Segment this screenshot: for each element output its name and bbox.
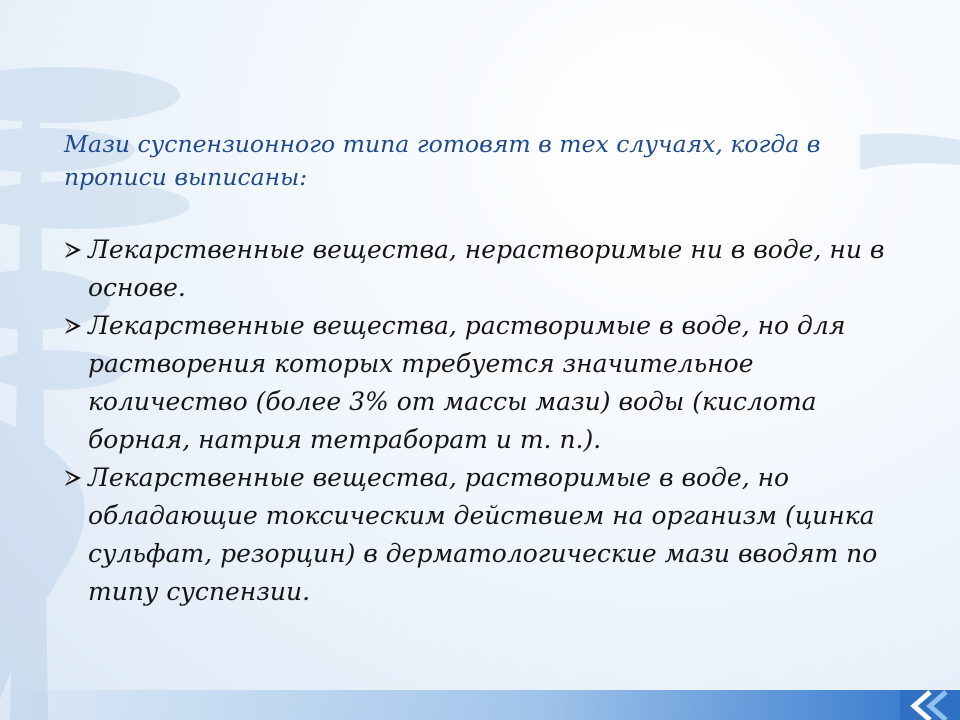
list-item <box>64 307 904 459</box>
list-item <box>64 459 904 611</box>
arrowhead-bullet-icon <box>64 241 82 259</box>
arrowhead-bullet-icon <box>64 469 82 487</box>
intro-text: Мази суспензионного типа готовят в тех случаях, когда в прописи выписаны: <box>64 130 821 191</box>
list-item <box>64 231 904 307</box>
bullet-text: Лекарственные вещества, нерастворимые ни в воде, ни в основе. <box>88 235 885 302</box>
bottom-accent-bar <box>0 690 905 720</box>
bullet-text: Лекарственные вещества, растворимые в воде, но для растворения которых требуется значительное количество (более 3% от массы мази) воды (кислота борная, натрия тетраборат и т. п.). <box>88 311 846 454</box>
arrowhead-bullet-icon <box>64 317 82 335</box>
double-chevron-left-icon <box>900 686 960 720</box>
slide-body <box>64 128 904 611</box>
bullet-list <box>64 231 904 611</box>
bullet-text: Лекарственные вещества, растворимые в воде, но обладающие токсическим действием на организм (цинка сульфат, резорцин) в дерматологические мази вводят по типу суспензии. <box>88 463 878 606</box>
